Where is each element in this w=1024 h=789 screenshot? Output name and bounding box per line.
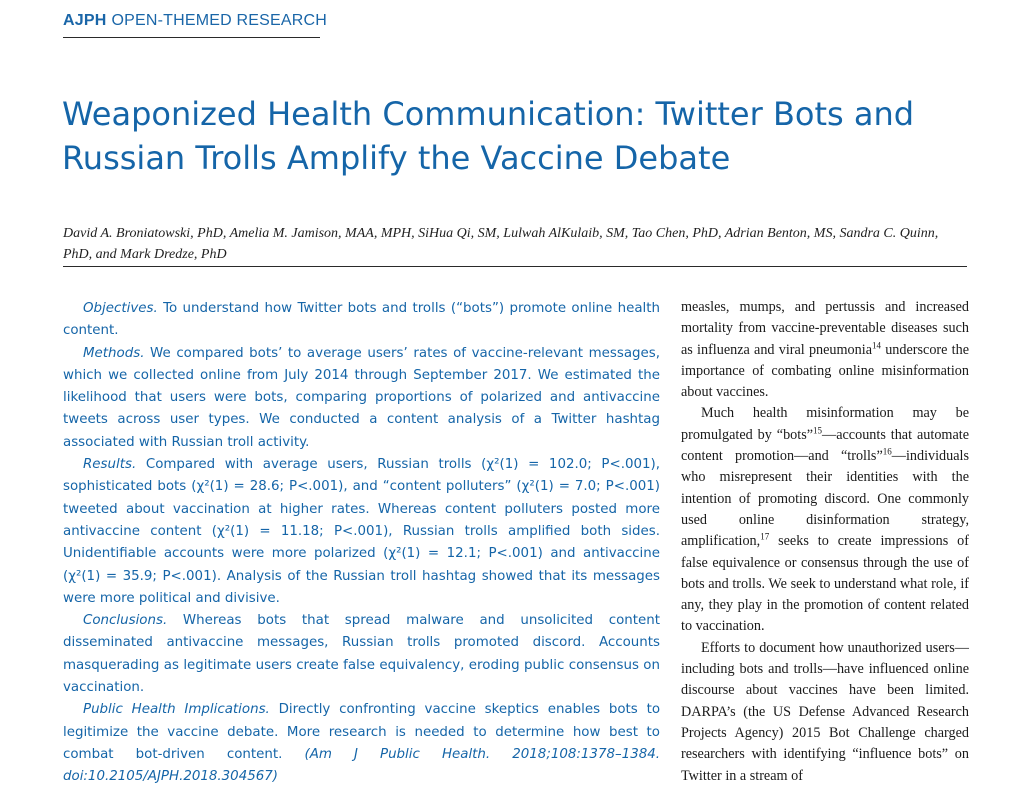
abstract-methods — [63, 343, 660, 454]
body-text: underscore the importance of combating online misinformation about vaccines. — [681, 341, 970, 401]
abstract — [63, 298, 660, 789]
reference-marker: 17 — [760, 531, 770, 542]
abstract-conclusions — [63, 610, 660, 699]
abstract-objectives — [63, 298, 660, 343]
body-text: seeks to create impressions of false equivalence or consensus through the use of bots and trolls. We seek to understand what role, if any, they play in the promotion of content related to vaccination. — [681, 533, 969, 635]
implications-label: Public Health Implications. — [83, 702, 270, 718]
reference-marker: 16 — [882, 446, 892, 457]
body-text: Much health misinformation may be promulgated by “bots” — [681, 405, 969, 443]
authors-divider — [63, 266, 967, 267]
conclusions-label: Conclusions. — [83, 613, 168, 629]
body-text: measles, mumps, and pertussis and increased mortality from vaccine-preventable diseases such as influenza and viral pneumonia — [681, 299, 969, 358]
reference-marker: 14 — [872, 339, 881, 350]
body-text: —individuals who misrepresent their identities with the intention of promoting discord. One commonly used online disinformation strategy, amplification, — [681, 448, 969, 550]
author-list: David A. Broniatowski, PhD, Amelia M. Jamison, MAA, MPH, SiHua Qi, SM, Lulwah AlKulaib, SM, Tao Chen, PhD, Adrian Benton, MS, Sandra C. Quinn, PhD, and Mark Dredze, PhD — [63, 226, 939, 262]
body-paragraph — [681, 403, 969, 637]
article-title: Weaponized Health Communication: Twitter Bots and Russian Trolls Amplify the Vaccine Debate — [62, 95, 915, 177]
results-text: Compared with average users, Russian trolls (χ²(1) = 102.0; P<.001), sophisticated bots (χ²(1) = 28.6; P<.001), and “content polluters” (χ²(1) = 7.0; P<.001) tweeted about vaccination at higher rates. Whereas content polluters posted more antivaccine content (χ²(1) = 11.18; P<.001), Russian trolls amplified both sides. Unidentifiable accounts were more polarized (χ²(1) = 12.1; P<.001) and antivaccine (χ²(1) = 35.9; P<.001). Analysis of the Russian troll hashtag showed that its messages were more political and divisive. — [63, 457, 660, 606]
section-label: OPEN-THEMED RESEARCH — [111, 12, 328, 29]
header-divider — [63, 37, 320, 38]
objectives-text: To understand how Twitter bots and trolls (“bots”) promote online health content. — [63, 301, 660, 339]
body-paragraph: Efforts to document how unauthorized users—including bots and trolls—have influenced online discourse about vaccines have been limited. DARPA’s (the US Defense Advanced Research Projects Agency) 2015 Bot Challenge charged researchers with identifying “influence bots” on Twitter in a stream of — [681, 639, 969, 784]
body-text-column — [681, 297, 969, 787]
abstract-implications — [63, 699, 660, 788]
body-text: —accounts that automate content promotion—and “trolls” — [681, 426, 969, 465]
methods-text: We compared bots’ to average users’ rates of vaccine-relevant messages, which we collected online from July 2014 through September 2017. We estimated the likelihood that users were bots, comparing proportions of polarized and antivaccine tweets across user types. We conducted a content analysis of a Twitter hashtag associated with Russian troll activity. — [63, 345, 660, 450]
journal-name: AJPH — [63, 12, 107, 29]
objectives-label: Objectives. — [83, 301, 158, 316]
implications-text: Directly confronting vaccine skeptics enables bots to legitimize the vaccine debate. More research is needed to determine how best to combat bot-driven content. — [63, 702, 661, 762]
journal-header — [63, 12, 327, 30]
abstract-results — [63, 454, 660, 610]
reference-marker: 15 — [813, 425, 823, 436]
article-citation: (Am J Public Health. 2018;108:1378–1384. doi:10.2105/AJPH.2018.304567) — [63, 746, 661, 785]
conclusions-text: Whereas bots that spread malware and unsolicited content disseminated antivaccine messages, Russian trolls promoted discord. Accounts masquerading as legitimate users create false equivalency, eroding public consensus on vaccination. — [63, 613, 660, 696]
methods-label: Methods. — [83, 345, 145, 361]
body-paragraph — [681, 297, 969, 403]
results-label: Results. — [83, 457, 137, 473]
